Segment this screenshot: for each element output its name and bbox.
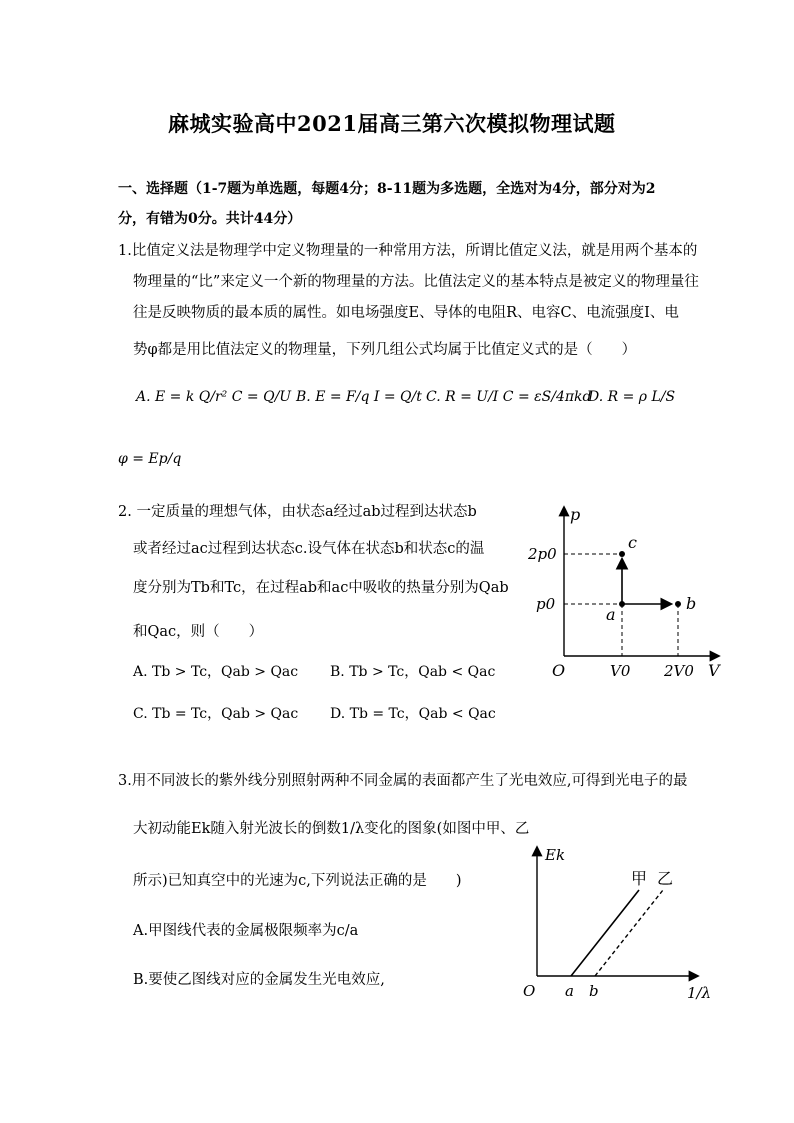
q1-line-1: 1.比值定义法是物理学中定义物理量的一种常用方法，所谓比值定义法，就是用两个基本的 xyxy=(118,243,698,259)
q2-tick-p0: p0 xyxy=(536,595,556,613)
q1-option-c: C. R = U/I C = εS/4πkd xyxy=(426,389,592,405)
q2-point-b xyxy=(675,601,681,607)
q2-option-b: B. Tb > Tc，Qab < Qac xyxy=(330,664,496,680)
q3-option-a: A.甲图线代表的金属极限频率为c/a xyxy=(133,923,359,939)
q1-option-d: D. R = ρ L/S xyxy=(588,389,676,405)
q3-line-1: 3.用不同波长的紫外线分别照射两种不同金属的表面都产生了光电效应,可得到光电子的最 xyxy=(118,773,688,789)
q3-label-yi: 乙 xyxy=(657,869,674,888)
q3-option-b: B.要使乙图线对应的金属发生光电效应, xyxy=(133,972,385,988)
q3-x-axis-label: 1/λ xyxy=(687,984,712,1002)
q2-x-axis-label: V xyxy=(708,661,720,680)
q2-label-b: b xyxy=(686,594,697,613)
q2-line-3: 度分别为Tb和Tc，在过程ab和ac中吸收的热量分别为Qab xyxy=(133,580,509,596)
q2-option-c: C. Tb = Tc，Qab > Qac xyxy=(133,706,299,722)
q2-tick-2p0: 2p0 xyxy=(528,545,557,563)
section-header-line-1: 一、选择题（1-7题为单选题，每题4分；8-11题为多选题，全选对为4分，部分对为2 xyxy=(118,181,656,197)
q2-label-c: c xyxy=(628,533,637,552)
q2-line-2: 或者经过ac过程到达状态c.设气体在状态b和状态c的温 xyxy=(133,541,485,557)
q2-line-1: 2. 一定质量的理想气体，由状态a经过ab过程到达状态b xyxy=(118,504,477,520)
page-title: 麻城实验高中2021届高三第六次模拟物理试题 xyxy=(168,111,616,136)
q2-label-a: a xyxy=(606,605,616,624)
q2-point-c xyxy=(619,551,625,557)
q1-line-2: 物理量的“比”来定义一个新的物理量的方法。比值法定义的基本特点是被定义的物理量往 xyxy=(133,274,699,290)
q2-tick-2v0: 2V0 xyxy=(664,662,694,680)
q3-label-jia: 甲 xyxy=(631,869,648,888)
q1-option-b: B. E = F/q I = Q/t xyxy=(296,389,422,405)
q3-origin-label: O xyxy=(523,982,536,1000)
q1-option-tail: φ = Ep/q xyxy=(118,451,182,467)
q2-y-axis-label: p xyxy=(570,505,581,524)
q3-line-3: 所示)已知真空中的光速为c,下列说法正确的是 ) xyxy=(133,873,462,889)
q3-line-2: 大初动能Ek随入射光波长的倒数1/λ变化的图象(如图中甲、乙 xyxy=(133,821,530,837)
q2-point-a xyxy=(619,601,625,607)
q1-line-4: 势φ都是用比值法定义的物理量，下列几组公式均属于比值定义式的是（ ） xyxy=(133,342,637,358)
q1-line-3: 往是反映物质的最本质的属性。如电场强度E、导体的电阻R、电容C、电流强度I、电 xyxy=(133,305,679,321)
q2-option-d: D. Tb = Tc，Qab < Qac xyxy=(330,706,496,722)
q3-tick-a: a xyxy=(565,982,574,1000)
q3-y-axis-label: Ek xyxy=(545,846,566,864)
q2-option-a: A. Tb > Tc，Qab > Qac xyxy=(133,664,299,680)
q2-tick-v0: V0 xyxy=(610,662,631,680)
q1-option-a: A. E = k Q/r² C = Q/U xyxy=(136,389,292,405)
q2-origin-label: O xyxy=(552,661,566,680)
q2-line-4: 和Qac，则（ ） xyxy=(133,624,264,640)
section-header-line-2: 分，有错为0分。共计44分） xyxy=(118,211,302,227)
q3-tick-b: b xyxy=(589,982,599,1000)
q2-pv-graph xyxy=(520,498,730,688)
q3-ek-graph xyxy=(515,840,725,1010)
